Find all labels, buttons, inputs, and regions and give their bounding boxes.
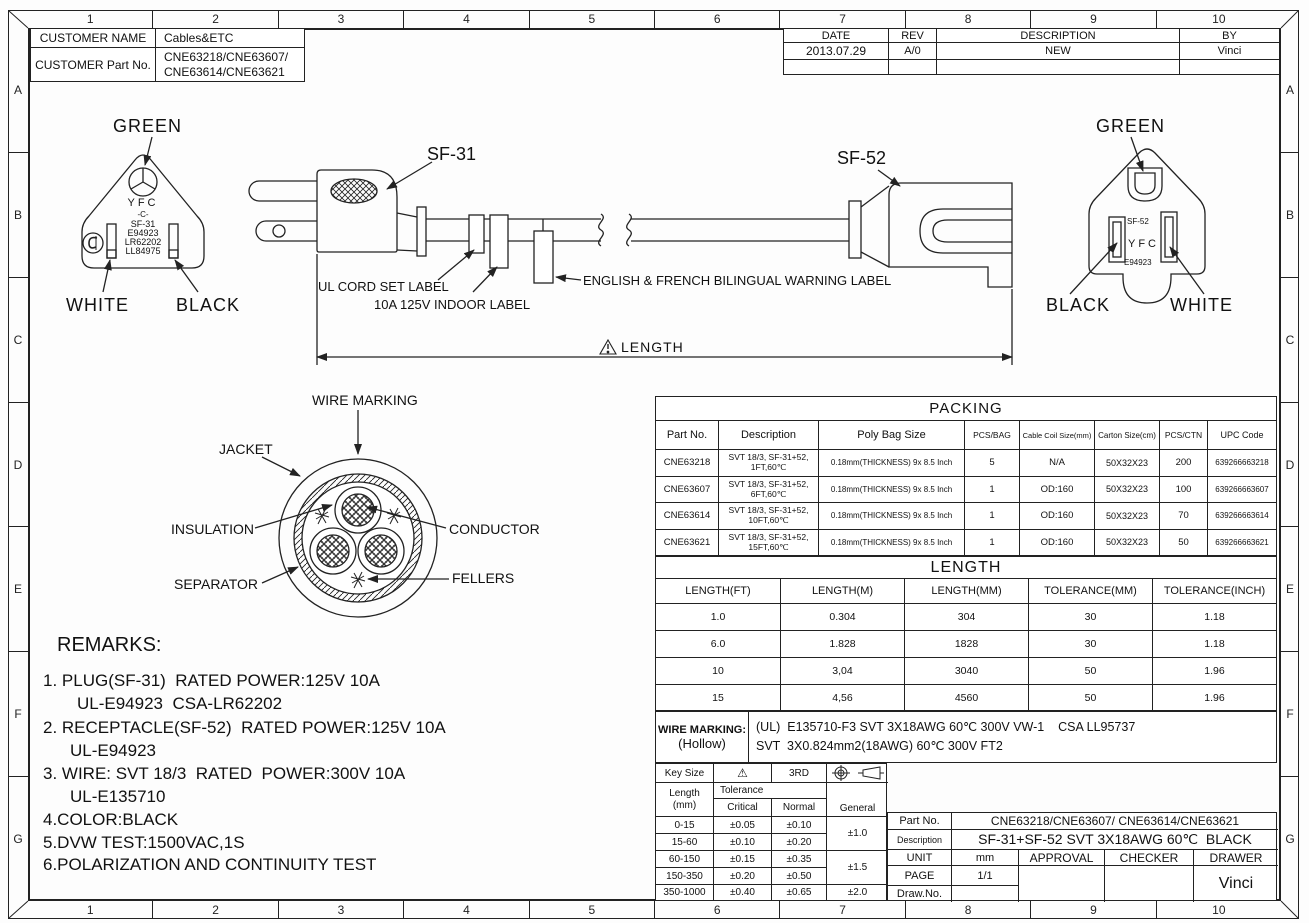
key-size-warning-icon: ⚠ — [713, 764, 771, 782]
packing-cell: 200 — [1159, 449, 1207, 476]
receptacle-black-label: BLACK — [1046, 295, 1111, 315]
packing-cell: CNE63218 — [656, 449, 718, 476]
zone-number: 1 — [86, 12, 94, 26]
plug-face-ll: LL84975 — [125, 246, 161, 256]
zone-number: 3 — [278, 10, 403, 28]
tolerance-normal: ±0.65 — [771, 884, 826, 900]
packing-cell: 50X32X23 — [1094, 529, 1159, 556]
bilingual-warning-label: ENGLISH & FRENCH BILINGUAL WARNING LABEL — [583, 273, 892, 288]
tolerance-range: 150-350 — [656, 867, 713, 884]
plug-face-csa: LR62202 — [124, 237, 162, 247]
third-angle-projection-icon — [826, 764, 888, 782]
length-cell: 1.96 — [1152, 657, 1276, 684]
packing-cell: SVT 18/3, SF-31+52, 15FT,60℃ — [718, 529, 818, 556]
packing-cell: 50X32X23 — [1094, 502, 1159, 529]
remark-line: 4.COLOR:BLACK — [43, 810, 179, 829]
length-header: LENGTH(FT) — [685, 585, 751, 597]
approval-signature — [1018, 865, 1104, 902]
remark-line: 3. WIRE: SVT 18/3 RATED POWER:300V 10A — [43, 764, 406, 783]
customer-part-value-line2: CNE63614/CNE63621 — [164, 64, 285, 79]
tolerance-general-header: General — [826, 782, 888, 816]
plug-face-brand: YFC — [127, 197, 159, 209]
packing-cell: N/A — [1019, 449, 1094, 476]
packing-header: UPC Code — [1207, 421, 1276, 449]
zone-letter: G — [1281, 776, 1299, 901]
customer-part-label: CUSTOMER Part No. — [31, 47, 155, 81]
packing-header: Cable Coil Size(mm) — [1019, 421, 1094, 449]
sf52-callout: SF-52 — [837, 148, 887, 168]
sf31-callout: SF-31 — [427, 144, 477, 164]
revision-by-header: BY — [1179, 29, 1279, 42]
remark-line: 1. PLUG(SF-31) RATED POWER:125V 10A — [43, 671, 380, 690]
wire-marking-block — [655, 711, 1277, 763]
packing-cell: 0.18mm(THICKNESS) 9x 8.5 Inch — [818, 502, 964, 529]
receptacle-green-label: GREEN — [1096, 116, 1166, 136]
packing-cell: SVT 18/3, SF-31+52, 1FT,60℃ — [718, 449, 818, 476]
tolerance-table — [655, 763, 887, 901]
plug-green-label: GREEN — [113, 116, 183, 136]
wire-marking-sub: (Hollow) — [678, 735, 726, 751]
zone-number: 5 — [529, 10, 654, 28]
packing-cell: 50X32X23 — [1094, 476, 1159, 503]
third-angle-label: 3RD — [771, 764, 826, 782]
packing-table — [655, 396, 1277, 556]
length-cell: 50 — [1028, 657, 1152, 684]
tolerance-header: Tolerance — [713, 782, 826, 798]
indoor-label: 10A 125V INDOOR LABEL — [374, 297, 531, 312]
packing-cell: SVT 18/3, SF-31+52, 10FT,60℃ — [718, 502, 818, 529]
packing-cell: OD:160 — [1019, 529, 1094, 556]
packing-cell: 0.18mm(THICKNESS) 9x 8.5 Inch — [818, 529, 964, 556]
remark-line: UL-E94923 — [70, 741, 157, 760]
packing-header: Description — [718, 421, 818, 449]
tolerance-critical: ±0.15 — [713, 850, 771, 867]
receptacle-face-brand: YFC — [1128, 238, 1159, 250]
packing-header: Part No. — [666, 429, 708, 441]
packing-cell: SVT 18/3, SF-31+52, 6FT,60℃ — [718, 476, 818, 503]
plug-black-label: BLACK — [176, 295, 241, 315]
customer-part-value-line1: CNE63218/CNE63607/ — [164, 49, 289, 64]
conductor-callout: CONDUCTOR — [449, 521, 540, 537]
tolerance-normal-header: Normal — [771, 798, 826, 816]
packing-header: Poly Bag Size — [818, 421, 964, 449]
packing-header: PCS/CTN — [1159, 421, 1207, 449]
tolerance-range: 60-150 — [656, 850, 713, 867]
tolerance-normal: ±0.50 — [771, 867, 826, 884]
receptacle-face-ul: E94923 — [1124, 258, 1152, 267]
zone-number: 8 — [905, 10, 1030, 28]
packing-cell: 1 — [964, 529, 1019, 556]
packing-header: PCS/BAG — [964, 421, 1019, 449]
length-header: LENGTH(MM) — [904, 579, 1028, 603]
length-cell: 1828 — [904, 630, 1028, 657]
zone-number: 7 — [779, 10, 904, 28]
zone-letter: A — [1285, 82, 1294, 97]
remark-line: UL-E94923 CSA-LR62202 — [77, 694, 283, 713]
revision-rev: A/0 — [888, 42, 936, 59]
packing-cell: OD:160 — [1019, 502, 1094, 529]
length-cell: 10 — [656, 657, 780, 684]
tolerance-normal: ±0.20 — [771, 833, 826, 850]
insulation-callout: INSULATION — [171, 521, 254, 537]
unit-value: mm — [951, 849, 1018, 865]
packing-cell: CNE63621 — [656, 529, 718, 556]
length-cell: 30 — [1028, 630, 1152, 657]
packing-cell: 639266663218 — [1207, 449, 1276, 476]
draw-no-label: Draw.No. — [888, 885, 951, 902]
receptacle-face-model: SF-52 — [1127, 217, 1149, 226]
tolerance-range: 350-1000 — [656, 884, 713, 900]
customer-table — [30, 28, 305, 82]
length-cell: 3040 — [904, 657, 1028, 684]
unit-label: UNIT — [888, 849, 951, 865]
packing-cell: 5 — [964, 449, 1019, 476]
length-word: Length — [669, 787, 700, 799]
zone-number: 8 — [905, 901, 1030, 919]
zone-number: 10 — [1156, 10, 1281, 28]
separator-callout: SEPARATOR — [174, 576, 259, 592]
revision-empty — [888, 59, 936, 74]
revision-rev-header: REV — [888, 29, 936, 42]
length-cell: 0.304 — [780, 603, 904, 630]
zone-number: 9 — [1030, 10, 1155, 28]
plug-face-ul: E94923 — [127, 228, 159, 238]
tolerance-critical: ±0.20 — [713, 867, 771, 884]
ul-cord-set-label: UL CORD SET LABEL — [318, 279, 449, 294]
zone-letter: E — [8, 526, 28, 651]
length-cell: 1.18 — [1152, 630, 1276, 657]
description-label: Description — [888, 829, 951, 849]
length-cell: 4560 — [904, 684, 1028, 711]
checker-signature — [1104, 865, 1193, 902]
packing-cell: CNE63614 — [656, 502, 718, 529]
wire-marking-line2: SVT 3X0.824mm2(18AWG) 60℃ 300V FT2 — [756, 739, 1003, 753]
revision-desc: NEW — [936, 42, 1179, 59]
remark-line: 5.DVW TEST:1500VAC,1S — [43, 833, 245, 852]
zone-number: 2 — [152, 901, 277, 919]
packing-cell: 70 — [1159, 502, 1207, 529]
page-value: 1/1 — [951, 865, 1018, 885]
draw-no-value — [951, 885, 1018, 902]
length-table — [655, 556, 1277, 711]
packing-cell: 639266663614 — [1207, 502, 1276, 529]
zone-number: 4 — [403, 901, 528, 919]
packing-title: PACKING — [656, 397, 1276, 421]
packing-cell: 50 — [1159, 529, 1207, 556]
zone-number: 6 — [654, 10, 779, 28]
tolerance-general: ±1.0 — [826, 816, 888, 850]
checker-label: CHECKER — [1104, 849, 1193, 865]
tolerance-general: ±2.0 — [826, 884, 888, 900]
csa-mark-icon — [83, 233, 103, 253]
part-no-value: CNE63218/CNE63607/ CNE63614/CNE63621 — [951, 813, 1278, 829]
plug-face-model: SF-31 — [130, 219, 156, 229]
zone-number: 3 — [278, 901, 403, 919]
packing-cell: 639266663607 — [1207, 476, 1276, 503]
zone-number: 10 — [1156, 901, 1281, 919]
customer-name-value: Cables&ETC — [155, 29, 304, 47]
zone-letter: D — [1281, 402, 1299, 527]
page-label: PAGE — [888, 865, 951, 885]
plug-face-c: -C- — [137, 210, 149, 219]
packing-header: Carton Size(cm) — [1094, 421, 1159, 449]
zone-letter: B — [8, 152, 28, 277]
packing-cell: 1 — [964, 476, 1019, 503]
zone-letter: G — [8, 776, 28, 901]
tolerance-critical: ±0.10 — [713, 833, 771, 850]
zone-number: 1 — [86, 903, 94, 917]
remark-line: 6.POLARIZATION AND CONTINUITY TEST — [43, 855, 377, 874]
revision-date-header: DATE — [821, 29, 851, 42]
length-title: LENGTH — [656, 557, 1276, 579]
fellers-callout: FELLERS — [452, 570, 515, 586]
zone-number: 4 — [403, 10, 528, 28]
zone-letter: B — [1281, 152, 1299, 277]
length-cell: 30 — [1028, 603, 1152, 630]
length-header: TOLERANCE(INCH) — [1152, 579, 1276, 603]
packing-cell: 639266663621 — [1207, 529, 1276, 556]
length-cell: 50 — [1028, 684, 1152, 711]
packing-cell: CNE63607 — [656, 476, 718, 503]
packing-cell: OD:160 — [1019, 476, 1094, 503]
zone-letter: F — [8, 651, 28, 776]
revision-desc-header: DESCRIPTION — [936, 29, 1179, 42]
tolerance-normal: ±0.10 — [771, 816, 826, 833]
revision-date: 2013.07.29 — [784, 42, 888, 59]
length-cell: 1.18 — [1152, 603, 1276, 630]
remark-line: 2. RECEPTACLE(SF-52) RATED POWER:125V 10A — [43, 718, 446, 737]
revision-by: Vinci — [1179, 42, 1279, 59]
wire-marking-line1: (UL) E135710-F3 SVT 3X18AWG 60℃ 300V VW-1 CSA LL95737 — [756, 720, 1136, 734]
length-cell: 1.0 — [656, 603, 780, 630]
wire-marking-label: WIRE MARKING: — [658, 723, 746, 736]
length-cell: 1.828 — [780, 630, 904, 657]
customer-name-label: CUSTOMER NAME — [39, 31, 147, 45]
title-block — [887, 812, 1277, 901]
tolerance-length-header — [656, 782, 713, 816]
zone-number: 9 — [1030, 901, 1155, 919]
part-no-label: Part No. — [899, 815, 940, 827]
tolerance-critical: ±0.40 — [713, 884, 771, 900]
drawer-label: DRAWER — [1193, 849, 1278, 865]
tolerance-range: 0-15 — [656, 816, 713, 833]
length-cell: 304 — [904, 603, 1028, 630]
packing-cell: 1 — [964, 502, 1019, 529]
drawer-signature: Vinci — [1193, 865, 1278, 902]
length-unit: (mm) — [672, 799, 697, 811]
wire-marking-callout: WIRE MARKING — [312, 392, 418, 408]
tolerance-general: ±1.5 — [826, 850, 888, 884]
length-header: LENGTH(M) — [780, 579, 904, 603]
receptacle-white-label: WHITE — [1170, 295, 1233, 315]
zone-number: 5 — [529, 901, 654, 919]
packing-cell: 100 — [1159, 476, 1207, 503]
plug-white-label: WHITE — [66, 295, 129, 315]
revision-empty — [784, 59, 888, 74]
packing-cell: 0.18mm(THICKNESS) 9x 8.5 Inch — [818, 449, 964, 476]
zone-number: 6 — [654, 901, 779, 919]
jacket-callout: JACKET — [219, 441, 273, 457]
revision-table — [783, 28, 1280, 75]
remarks-title: REMARKS: — [57, 634, 162, 656]
length-cell: 15 — [656, 684, 780, 711]
zone-letter: E — [1281, 526, 1299, 651]
approval-label: APPROVAL — [1018, 849, 1104, 865]
packing-cell: 50X32X23 — [1094, 449, 1159, 476]
revision-empty — [1179, 59, 1279, 74]
zone-letter: F — [1281, 651, 1299, 776]
zone-number: 7 — [779, 901, 904, 919]
key-size-label: Key Size — [664, 767, 705, 779]
length-cell: 3,04 — [780, 657, 904, 684]
tolerance-critical-header: Critical — [713, 798, 771, 816]
length-dimension-label: LENGTH — [621, 339, 684, 355]
zone-letter: C — [8, 277, 28, 402]
zone-letter: C — [1281, 277, 1299, 402]
length-header: TOLERANCE(MM) — [1028, 579, 1152, 603]
zone-letter: A — [13, 82, 22, 97]
customer-part-value — [155, 47, 304, 81]
tolerance-normal: ±0.35 — [771, 850, 826, 867]
zone-letter: D — [8, 402, 28, 527]
packing-cell: 0.18mm(THICKNESS) 9x 8.5 Inch — [818, 476, 964, 503]
remark-line: UL-E135710 — [70, 787, 166, 806]
length-cell: 4,56 — [780, 684, 904, 711]
revision-empty — [936, 59, 1179, 74]
length-cell: 6.0 — [656, 630, 780, 657]
tolerance-range: 15-60 — [656, 833, 713, 850]
zone-number: 2 — [152, 10, 277, 28]
description-value: SF-31+SF-52 SVT 3X18AWG 60℃ BLACK — [951, 829, 1278, 849]
length-cell: 1.96 — [1152, 684, 1276, 711]
tolerance-critical: ±0.05 — [713, 816, 771, 833]
